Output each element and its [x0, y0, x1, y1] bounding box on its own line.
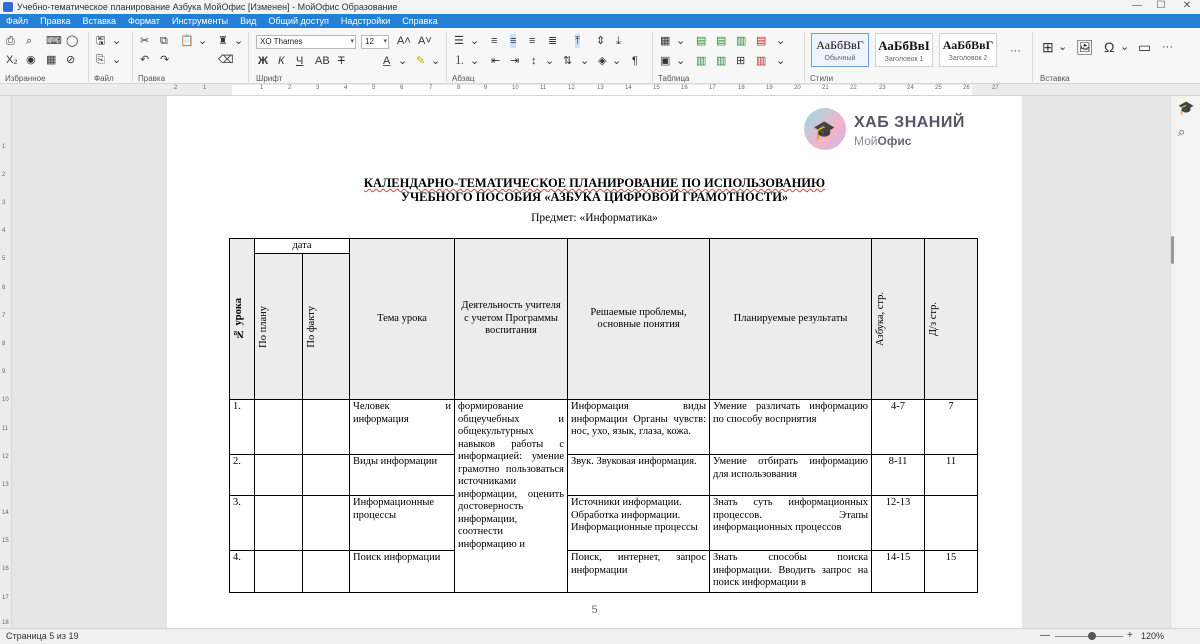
- search-icon[interactable]: ⌕: [1178, 124, 1186, 139]
- clear-format-icon[interactable]: ⌫: [218, 54, 234, 66]
- horizontal-ruler[interactable]: [0, 84, 1200, 96]
- ruler-tick: 20: [794, 85, 801, 91]
- numbered-list-icon[interactable]: ⒈: [454, 55, 465, 67]
- group-label-file: Файл: [94, 74, 114, 83]
- cell-topic[interactable]: Человек и информация: [350, 400, 455, 455]
- insert-table-grid-dropdown-icon[interactable]: ⌄: [1058, 41, 1068, 53]
- subject-line[interactable]: Предмет: «Информатика»: [531, 212, 658, 224]
- insert-symbol-dropdown-icon[interactable]: ⌄: [1120, 41, 1130, 53]
- graduation-cap-icon[interactable]: 🎓: [1178, 100, 1195, 115]
- menu-view[interactable]: Вид: [240, 16, 257, 26]
- window-title: Учебно-тематическое планирование Азбука МойОфис [Изменен] - МойОфис Образование: [17, 2, 398, 12]
- font-size-select[interactable]: [361, 35, 389, 49]
- ruler-tick: 27: [992, 85, 999, 91]
- format-painter-dropdown-icon[interactable]: ⌄: [234, 35, 244, 47]
- group-label-font: Шрифт: [256, 74, 283, 83]
- align-top-icon[interactable]: ⤒: [575, 35, 580, 47]
- graduation-cap-icon: 🎓: [804, 108, 846, 150]
- maximize-button[interactable]: ☐: [1156, 0, 1166, 11]
- document-area[interactable]: [12, 96, 1170, 628]
- document-page[interactable]: [167, 96, 1022, 628]
- find-icon[interactable]: ⌕: [26, 35, 33, 47]
- add-row-above-icon[interactable]: ▤: [696, 35, 707, 47]
- cell-fact[interactable]: [303, 551, 350, 593]
- table-row[interactable]: [230, 400, 978, 455]
- header-lesson-number[interactable]: [230, 239, 255, 400]
- fill-color-icon[interactable]: ◈: [598, 55, 607, 67]
- ruler-tick: 16: [2, 566, 9, 572]
- cell-topic[interactable]: Виды информации: [350, 455, 455, 496]
- font-name-dropdown-icon: ▾: [350, 38, 354, 45]
- header-lesson-number-text: № урока: [233, 298, 244, 340]
- group-label-favorites: Избранное: [5, 74, 46, 83]
- spellcheck-icon[interactable]: ⌨: [46, 35, 62, 47]
- italic-button[interactable]: К: [278, 55, 285, 67]
- cell-activity[interactable]: формирование общеучебных и общекультурных навыков работы с информацией: умение грамотно пользоваться источниками информации, оценить достоверность информации, соотнести информацию и: [455, 400, 568, 593]
- cut-icon[interactable]: ✂: [140, 35, 150, 47]
- export-icon[interactable]: ⎘: [96, 54, 105, 66]
- style-normal[interactable]: [811, 33, 869, 67]
- header-results[interactable]: Планируемые результаты: [710, 239, 872, 400]
- ruler-tick: 7: [2, 313, 6, 319]
- cell-plan[interactable]: [255, 496, 303, 551]
- insert-more-button[interactable]: ···: [1162, 41, 1173, 53]
- header-date-fact[interactable]: [303, 254, 350, 400]
- header-homework-text: Д/з стр.: [928, 301, 940, 337]
- ruler-tick: 8: [2, 341, 6, 347]
- cell-results[interactable]: Умение отбирать информацию для использования: [710, 455, 872, 496]
- align-left-icon[interactable]: ≡: [491, 35, 498, 47]
- ruler-tick: 3: [2, 200, 6, 206]
- ruler-tick: 24: [907, 85, 914, 91]
- table-row[interactable]: [230, 551, 978, 593]
- style-heading-1[interactable]: [875, 33, 933, 67]
- link-icon[interactable]: ⊘: [66, 54, 76, 66]
- insert-table-dropdown-icon[interactable]: ⌄: [676, 35, 686, 47]
- document-heading[interactable]: [167, 176, 1022, 204]
- group-label-table: Таблица: [658, 74, 690, 83]
- insert-comment-icon[interactable]: ▭: [1138, 39, 1152, 55]
- ruler-tick: 8: [457, 85, 461, 91]
- cell-homework[interactable]: 15: [925, 551, 978, 593]
- ruler-tick: 12: [2, 454, 9, 460]
- font-name-select[interactable]: [256, 35, 356, 49]
- logo-subtitle: [854, 134, 911, 148]
- format-painter-icon[interactable]: ♜: [218, 35, 228, 47]
- ruler-tick: 6: [400, 85, 404, 91]
- cell-problems[interactable]: Звук. Звуковая информация.: [568, 455, 710, 496]
- cell-number[interactable]: 2.: [230, 455, 255, 496]
- app-icon: [3, 2, 13, 12]
- ruler-tick: 1: [2, 144, 6, 150]
- table-borders-dropdown-icon[interactable]: ⌄: [776, 55, 786, 67]
- cell-problems[interactable]: Поиск, интернет, запрос информации: [568, 551, 710, 593]
- font-name-value: XO Thames: [260, 37, 303, 46]
- planning-table[interactable]: [229, 238, 978, 593]
- merge-cells-icon[interactable]: ▣: [660, 55, 671, 67]
- cell-pages[interactable]: 8-11: [872, 455, 925, 496]
- menu-edit[interactable]: Правка: [40, 16, 71, 26]
- ruler-tick: 1: [203, 85, 207, 91]
- ruler-tick: 10: [2, 397, 9, 403]
- cell-plan[interactable]: [255, 551, 303, 593]
- copy-icon[interactable]: ⧉: [160, 35, 168, 47]
- line-spacing-icon[interactable]: ↕: [531, 55, 537, 67]
- header-topic[interactable]: Тема урока: [350, 239, 455, 400]
- indent-decrease-icon[interactable]: ⇤: [491, 55, 501, 67]
- header-azbuka-pages-text: Азбука, стр.: [875, 291, 887, 347]
- zoom-slider-handle[interactable]: [1088, 632, 1096, 640]
- hub-logo: [804, 108, 974, 152]
- justify-icon[interactable]: ≣: [548, 35, 558, 47]
- insert-table-icon[interactable]: ▦: [660, 35, 671, 47]
- cell-fact[interactable]: [303, 455, 350, 496]
- delete-column-icon[interactable]: ▥: [756, 55, 767, 67]
- cell-number[interactable]: 1.: [230, 400, 255, 455]
- print-icon[interactable]: ⎙: [6, 35, 15, 47]
- style-name: Обычный: [824, 55, 856, 62]
- ruler-tick: 16: [681, 85, 688, 91]
- table-icon[interactable]: ▦: [46, 54, 57, 66]
- cell-plan[interactable]: [255, 400, 303, 455]
- style-sample: АаБбВвI: [878, 38, 930, 53]
- ruler-tick: 15: [653, 85, 660, 91]
- menu-insert[interactable]: Вставка: [82, 16, 116, 26]
- header-homework[interactable]: [925, 239, 978, 400]
- ruler-tick: 10: [512, 85, 519, 91]
- cell-fact[interactable]: [303, 400, 350, 455]
- ruler-tick: 15: [2, 538, 9, 544]
- caps-button[interactable]: AB: [315, 55, 330, 67]
- separator: [88, 32, 89, 82]
- ruler-tick: 11: [2, 426, 9, 432]
- ruler-tick: 7: [429, 85, 433, 91]
- cell-results[interactable]: Умение различать информацию по способу восприятия: [710, 400, 872, 455]
- title-bar: [0, 0, 1200, 14]
- logo-subtitle-a: Мой: [854, 134, 878, 148]
- cell-problems[interactable]: Информация виды информации Органы чувств: нос, ухо, язык, глаза, кожа.: [568, 400, 710, 455]
- status-bar: [0, 628, 1200, 644]
- ruler-tick: 2: [288, 85, 292, 91]
- header-date-plan[interactable]: [255, 254, 303, 400]
- ruler-tick: 13: [597, 85, 604, 91]
- export-dropdown-icon[interactable]: ⌄: [112, 54, 122, 66]
- right-sidebar: [1170, 96, 1200, 628]
- font-shrink-button[interactable]: A˅: [418, 35, 432, 47]
- cell-homework[interactable]: 11: [925, 455, 978, 496]
- indent-increase-icon[interactable]: ⇥: [510, 55, 520, 67]
- bullet-list-icon[interactable]: ☰: [454, 35, 464, 47]
- menu-addons[interactable]: Надстройки: [340, 16, 391, 26]
- line-spacing-dropdown-icon[interactable]: ⌄: [545, 55, 555, 67]
- heading-line-1[interactable]: КАЛЕНДАРНО-ТЕМАТИЧЕСКОЕ ПЛАНИРОВАНИЕ ПО ИСПОЛЬЗОВАНИЮ: [363, 176, 826, 190]
- ruler-tick: 1: [260, 85, 264, 91]
- ruler-tick: 25: [935, 85, 942, 91]
- separator: [652, 32, 653, 82]
- ruler-tick: 9: [484, 85, 488, 91]
- add-row-below-icon[interactable]: ▤: [716, 35, 727, 47]
- ruler-tick: 17: [709, 85, 716, 91]
- cell-number[interactable]: 4.: [230, 551, 255, 593]
- ruler-tick: 18: [738, 85, 745, 91]
- bold-button[interactable]: Ж: [258, 55, 268, 67]
- ruler-tick: 4: [344, 85, 348, 91]
- ruler-tick: 11: [540, 85, 547, 91]
- highlight-dropdown-icon[interactable]: ⌄: [431, 55, 441, 67]
- table-more-icon[interactable]: ⌄: [776, 35, 786, 47]
- ruler-tick: 23: [879, 85, 886, 91]
- ruler-tick: 17: [2, 595, 9, 601]
- header-problems[interactable]: Решаемые проблемы, основные понятия: [568, 239, 710, 400]
- menu-help[interactable]: Справка: [402, 16, 438, 26]
- cell-pages[interactable]: 12-13: [872, 496, 925, 551]
- font-color-dropdown-icon[interactable]: ⌄: [398, 55, 408, 67]
- align-bottom-icon[interactable]: ⤓: [616, 35, 621, 47]
- font-color-icon[interactable]: A: [383, 55, 391, 67]
- ruler-tick: 22: [850, 85, 857, 91]
- ruler-tick: 9: [2, 369, 6, 375]
- table-row[interactable]: [230, 455, 978, 496]
- strike-button[interactable]: Т: [338, 55, 345, 67]
- ruler-tick: 18: [2, 620, 9, 626]
- cell-results[interactable]: Знать суть информационных процессов. Этапы информационных процессов: [710, 496, 872, 551]
- undo-icon[interactable]: ↶: [140, 54, 150, 66]
- ruler-tick: 2: [174, 85, 178, 91]
- ruler-tick: 12: [568, 85, 575, 91]
- style-sample: АаБбВвГ: [942, 38, 994, 52]
- heading-line-2[interactable]: УЧЕБНОГО ПОСОБИЯ «АЗБУКА ЦИФРОВОЙ ГРАМОТНОСТИ»: [400, 190, 789, 204]
- ruler-tick: 6: [2, 285, 6, 291]
- insert-table-grid-icon[interactable]: ⊞: [1042, 39, 1054, 55]
- paste-icon[interactable]: 📋: [180, 35, 194, 47]
- redo-icon[interactable]: ↷: [160, 54, 170, 66]
- fill-color-dropdown-icon[interactable]: ⌄: [612, 55, 622, 67]
- cell-fact[interactable]: [303, 496, 350, 551]
- merge-dropdown-icon[interactable]: ⌄: [676, 55, 686, 67]
- font-grow-button[interactable]: A˄: [397, 35, 411, 47]
- cell-problems[interactable]: Источники информации. Обработка информации. Информационные процессы: [568, 496, 710, 551]
- ruler-tick: 19: [766, 85, 773, 91]
- ruler-tick: 14: [625, 85, 632, 91]
- cell-plan[interactable]: [255, 455, 303, 496]
- logo-subtitle-b: Офис: [877, 134, 912, 148]
- align-center-icon[interactable]: ≡: [510, 35, 517, 47]
- align-middle-icon[interactable]: ⇕: [596, 35, 606, 47]
- page-number: 5: [591, 604, 598, 616]
- ruler-tick: 14: [2, 510, 9, 516]
- bullet-list-dropdown-icon[interactable]: ⌄: [470, 35, 480, 47]
- group-label-paragraph: Абзац: [452, 74, 475, 83]
- group-label-insert: Вставка: [1040, 74, 1070, 83]
- add-column-icon[interactable]: ▥: [736, 35, 747, 47]
- group-label-styles: Стили: [810, 74, 834, 83]
- separator: [1032, 32, 1033, 82]
- font-size-value: 12: [365, 37, 374, 46]
- header-date-fact-text: По факту: [306, 305, 317, 348]
- insert-symbol-icon[interactable]: Ω: [1104, 39, 1115, 55]
- highlight-icon[interactable]: ✎: [416, 55, 426, 67]
- header-azbuka-pages[interactable]: [872, 239, 925, 400]
- cell-results[interactable]: Знать способы поиска информации. Вводить запрос на поиск информации в: [710, 551, 872, 593]
- ruler-tick: 5: [2, 256, 6, 262]
- style-name: Заголовок 1: [884, 56, 924, 63]
- insert-image-icon[interactable]: 🖼: [1076, 39, 1094, 55]
- cell-pages[interactable]: 14-15: [872, 551, 925, 593]
- delete-row-icon[interactable]: ▤: [756, 35, 767, 47]
- header-activity[interactable]: Деятельность учителя с учетом Программы воспитания: [455, 239, 568, 400]
- separator: [132, 32, 133, 82]
- paragraph-spacing-icon[interactable]: ⇅: [563, 55, 573, 67]
- pilcrow-icon[interactable]: ¶: [632, 55, 638, 67]
- ruler-tick: 21: [822, 85, 829, 91]
- paragraph-spacing-dropdown-icon[interactable]: ⌄: [580, 55, 590, 67]
- zoom-in-button[interactable]: +: [1127, 630, 1133, 641]
- save-dropdown-icon[interactable]: ⌄: [112, 35, 122, 47]
- ribbon-toolbar: [0, 28, 1200, 84]
- close-button[interactable]: ✕: [1182, 0, 1192, 11]
- logo-title: ХАБ ЗНАНИЙ: [854, 114, 965, 131]
- split-cells-icon[interactable]: ⊞: [736, 55, 746, 67]
- menu-bar: [0, 14, 1200, 28]
- cell-topic[interactable]: Поиск информации: [350, 551, 455, 593]
- menu-file[interactable]: Файл: [6, 16, 29, 26]
- cell-number[interactable]: 3.: [230, 496, 255, 551]
- separator: [248, 32, 249, 82]
- ruler-tick: 2: [2, 172, 6, 178]
- align-right-icon[interactable]: ≡: [529, 35, 536, 47]
- cell-homework[interactable]: [925, 496, 978, 551]
- comment-icon[interactable]: ◯: [66, 35, 79, 47]
- cell-homework[interactable]: 7: [925, 400, 978, 455]
- vertical-scrollbar-thumb[interactable]: [1171, 236, 1174, 264]
- ruler-tick: 4: [2, 228, 6, 234]
- numbered-list-dropdown-icon[interactable]: ⌄: [470, 55, 480, 67]
- menu-share[interactable]: Общий доступ: [268, 16, 329, 26]
- header-date[interactable]: дата: [255, 239, 350, 254]
- ruler-tick: 5: [372, 85, 376, 91]
- minimize-button[interactable]: —: [1132, 0, 1142, 11]
- separator: [804, 32, 805, 82]
- separator: [446, 32, 447, 82]
- zoom-out-button[interactable]: —: [1040, 630, 1050, 641]
- menu-tools[interactable]: Инструменты: [171, 16, 229, 26]
- add-column-right-icon[interactable]: ▥: [716, 55, 727, 67]
- header-date-plan-text: По плану: [258, 305, 269, 348]
- underline-button[interactable]: Ч: [296, 55, 304, 67]
- paste-dropdown-icon[interactable]: ⌄: [198, 35, 208, 47]
- ruler-tick: 3: [316, 85, 320, 91]
- cell-topic[interactable]: Информационные процессы: [350, 496, 455, 551]
- save-icon[interactable]: 🖫: [96, 35, 106, 47]
- record-icon[interactable]: ◉: [26, 54, 36, 66]
- styles-more-button[interactable]: ···: [1010, 45, 1021, 57]
- style-name: Заголовок 2: [948, 55, 988, 62]
- style-sample: АаБбВвГ: [816, 38, 864, 52]
- cell-pages[interactable]: 4-7: [872, 400, 925, 455]
- table-row[interactable]: [230, 496, 978, 551]
- font-size-dropdown-icon: ▾: [383, 38, 387, 45]
- group-label-edit: Правка: [138, 74, 166, 83]
- ruler-tick: 13: [2, 482, 9, 488]
- ruler-tick: 26: [963, 85, 970, 91]
- page-counter[interactable]: Страница 5 из 19: [6, 631, 79, 641]
- style-heading-2[interactable]: [939, 33, 997, 67]
- menu-format[interactable]: Формат: [128, 16, 160, 26]
- vertical-ruler[interactable]: [0, 96, 12, 628]
- subscript-icon[interactable]: X₂: [6, 54, 18, 66]
- add-column-left-icon[interactable]: ▥: [696, 55, 707, 67]
- zoom-level[interactable]: 120%: [1141, 631, 1165, 641]
